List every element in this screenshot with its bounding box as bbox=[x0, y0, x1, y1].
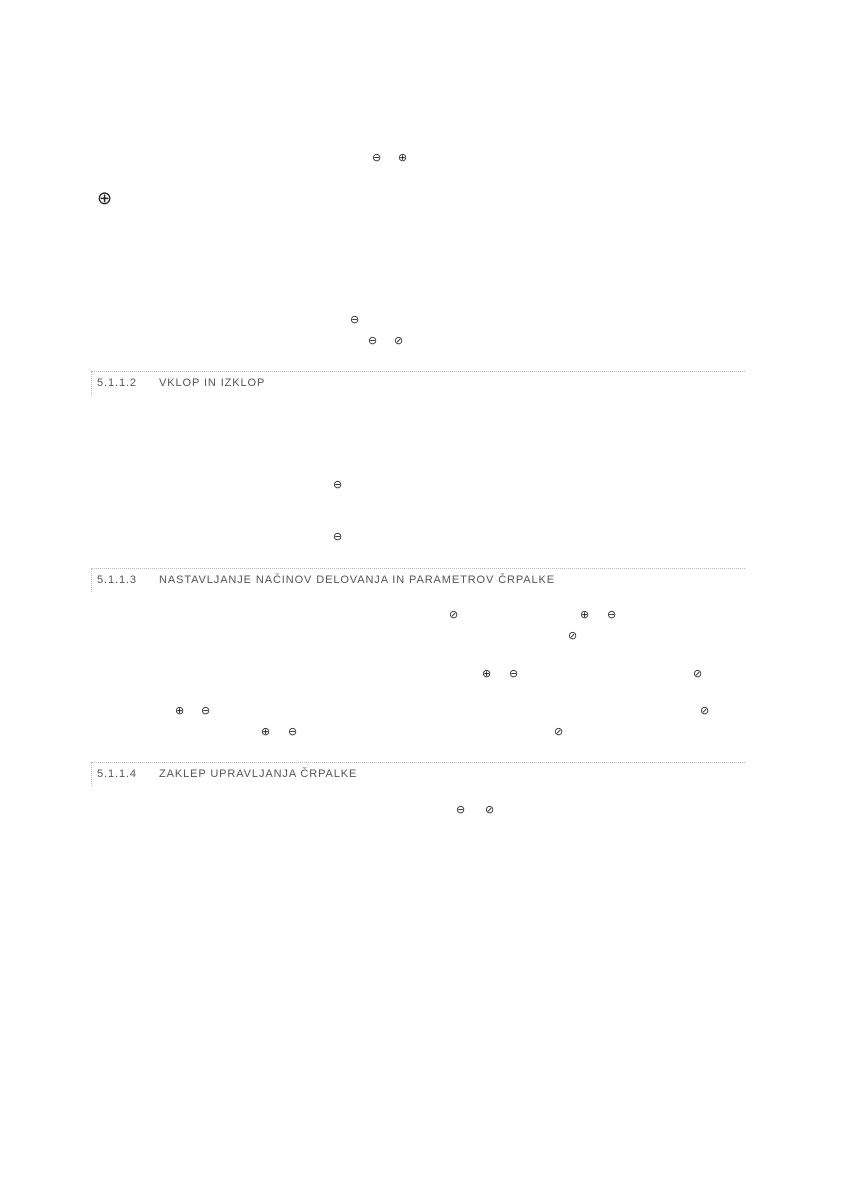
section-title: VKLOP IN IZKLOP bbox=[159, 377, 266, 389]
plus-button-icon: ⊕ bbox=[261, 725, 271, 738]
ok-button-icon: ⊘ bbox=[568, 629, 578, 642]
ok-button-icon: ⊘ bbox=[554, 725, 564, 738]
plus-button-icon: ⊕ bbox=[175, 704, 185, 717]
minus-button-icon: ⊖ bbox=[456, 803, 466, 816]
ok-button-icon: ⊘ bbox=[693, 667, 703, 680]
section-number: 5.1.1.3 bbox=[97, 574, 137, 586]
ok-button-icon: ⊘ bbox=[700, 704, 710, 717]
section-title: ZAKLEP UPRAVLJANJA ČRPALKE bbox=[159, 768, 358, 780]
minus-button-icon: ⊖ bbox=[201, 704, 211, 717]
section-header-vklop bbox=[91, 371, 745, 395]
section-number: 5.1.1.2 bbox=[97, 377, 137, 389]
minus-button-icon: ⊖ bbox=[372, 151, 382, 164]
section-header-nastavljanje bbox=[91, 568, 745, 592]
minus-button-icon: ⊖ bbox=[607, 608, 617, 621]
section-number: 5.1.1.4 bbox=[97, 768, 137, 780]
minus-button-icon: ⊖ bbox=[333, 478, 343, 491]
minus-button-icon: ⊖ bbox=[509, 667, 519, 680]
section-title: NASTAVLJANJE NAČINOV DELOVANJA IN PARAMETROV ČRPALKE bbox=[159, 574, 556, 586]
plus-button-icon-large: ⊕ bbox=[97, 188, 113, 209]
plus-button-icon: ⊕ bbox=[580, 608, 590, 621]
minus-button-icon: ⊖ bbox=[350, 313, 360, 326]
ok-button-icon: ⊘ bbox=[394, 334, 404, 347]
plus-button-icon: ⊕ bbox=[482, 667, 492, 680]
minus-button-icon: ⊖ bbox=[368, 334, 378, 347]
section-header-zaklep bbox=[91, 762, 745, 786]
ok-button-icon: ⊘ bbox=[449, 608, 459, 621]
plus-button-icon: ⊕ bbox=[398, 151, 408, 164]
minus-button-icon: ⊖ bbox=[333, 530, 343, 543]
ok-button-icon: ⊘ bbox=[485, 803, 495, 816]
minus-button-icon: ⊖ bbox=[288, 725, 298, 738]
